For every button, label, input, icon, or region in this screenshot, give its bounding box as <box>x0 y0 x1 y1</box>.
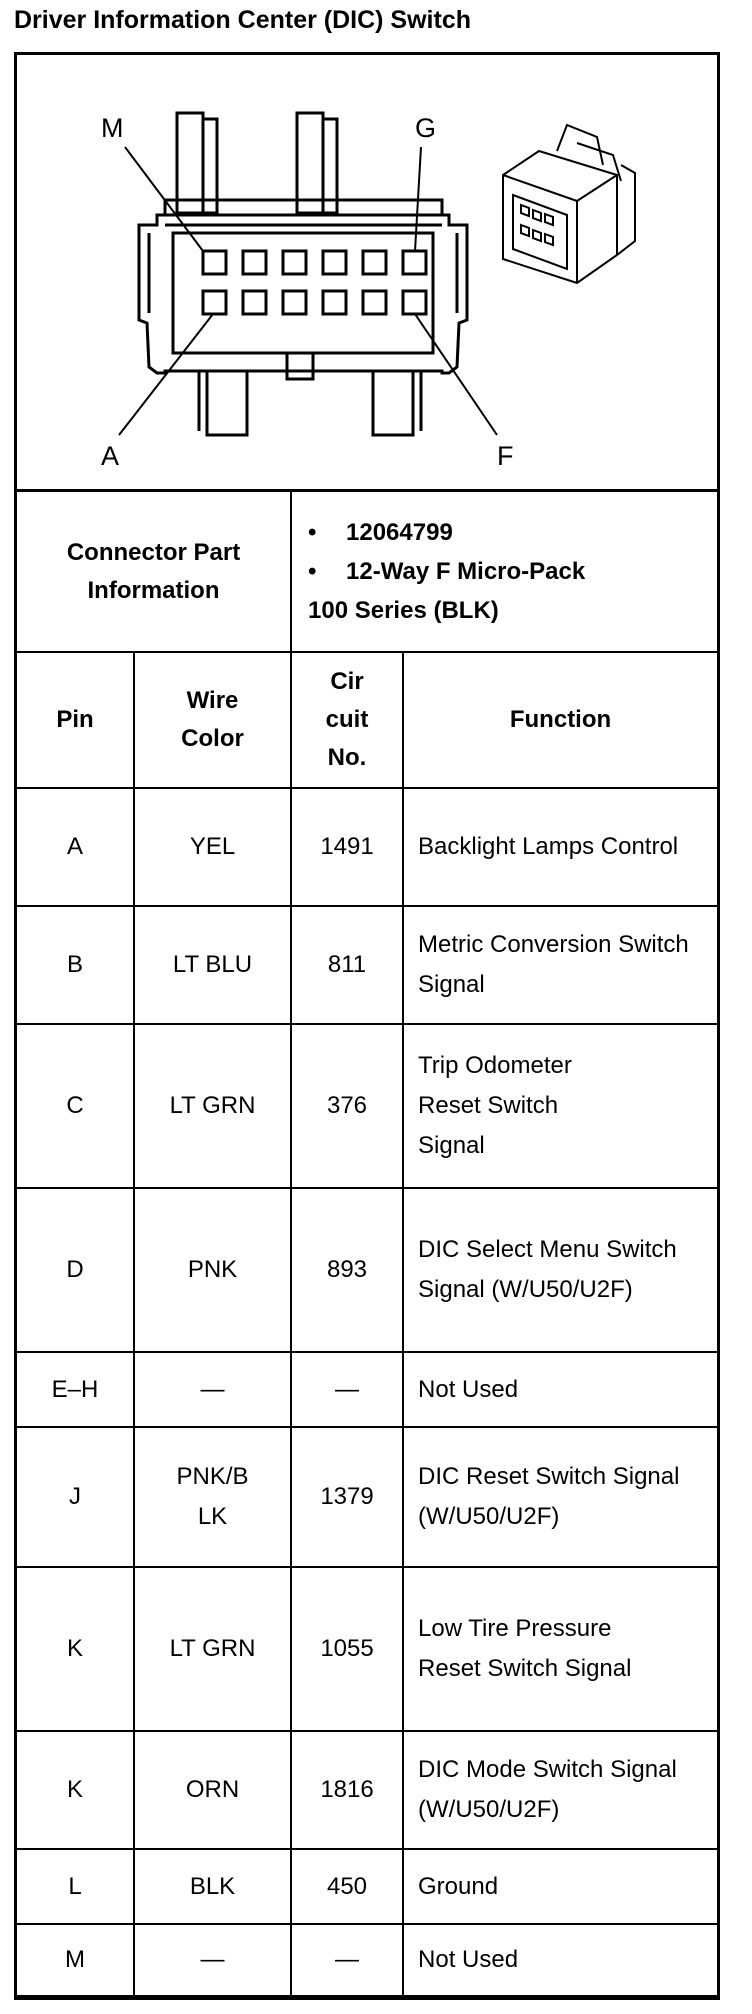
connector-info-values <box>291 492 717 652</box>
connector-info-row <box>17 492 717 652</box>
cell-pin: J <box>17 1427 134 1567</box>
table-row <box>17 1352 717 1427</box>
table-row <box>17 1188 717 1352</box>
cell-function: Trip Odometer Reset Switch Signal <box>403 1024 717 1188</box>
col-header-function: Function <box>403 652 717 788</box>
bullet-icon: • <box>308 558 317 585</box>
table-row <box>17 1924 717 1996</box>
cell-wire-color: — <box>134 1924 291 1996</box>
cell-pin: M <box>17 1924 134 1996</box>
table-row <box>17 1849 717 1924</box>
table-row <box>17 906 717 1024</box>
bullet-icon: • <box>308 519 317 546</box>
cell-wire-color: PNK/B LK <box>134 1427 291 1567</box>
cell-circuit: — <box>291 1924 403 1996</box>
table-row <box>17 1567 717 1731</box>
cell-circuit: 450 <box>291 1849 403 1924</box>
connector-description: 12-Way F Micro-Pack <box>346 558 586 585</box>
table-row <box>17 1024 717 1188</box>
col-header-circuit: Cir cuit No. <box>291 652 403 788</box>
cell-function: DIC Reset Switch Signal (W/U50/U2F) <box>403 1427 717 1567</box>
connector-diagram <box>17 55 717 492</box>
cell-pin: A <box>17 788 134 906</box>
cell-circuit: 1816 <box>291 1731 403 1849</box>
cell-circuit: — <box>291 1352 403 1427</box>
cell-function: DIC Mode Switch Signal (W/U50/U2F) <box>403 1731 717 1849</box>
cell-function: Not Used <box>403 1352 717 1427</box>
pinout-table <box>17 492 717 1997</box>
cell-circuit: 1379 <box>291 1427 403 1567</box>
col-header-wire-color: Wire Color <box>134 652 291 788</box>
cell-pin: E–H <box>17 1352 134 1427</box>
connector-perspective-icon <box>503 125 635 283</box>
cell-wire-color: YEL <box>134 788 291 906</box>
cell-pin: L <box>17 1849 134 1924</box>
cell-pin: D <box>17 1188 134 1352</box>
cell-wire-color: ORN <box>134 1731 291 1849</box>
connector-face-illustration <box>17 55 717 489</box>
cell-wire-color: LT GRN <box>134 1024 291 1188</box>
cell-circuit: 893 <box>291 1188 403 1352</box>
cell-wire-color: — <box>134 1352 291 1427</box>
cell-pin: B <box>17 906 134 1024</box>
cell-pin: C <box>17 1024 134 1188</box>
pin-cavities <box>203 251 426 314</box>
connector-series: 100 Series (BLK) <box>308 597 499 624</box>
cell-wire-color: BLK <box>134 1849 291 1924</box>
cell-circuit: 811 <box>291 906 403 1024</box>
cell-pin: K <box>17 1731 134 1849</box>
connector-sheet <box>14 52 720 2000</box>
pin-label-m: M <box>101 113 124 143</box>
table-row <box>17 1427 717 1567</box>
cell-circuit: 1055 <box>291 1567 403 1731</box>
cell-function: Metric Conversion Switch Signal <box>403 906 717 1024</box>
cell-pin: K <box>17 1567 134 1731</box>
pin-label-g: G <box>415 113 437 143</box>
part-number: 12064799 <box>346 519 453 546</box>
cell-wire-color: PNK <box>134 1188 291 1352</box>
table-row <box>17 1731 717 1849</box>
table-row <box>17 788 717 906</box>
cell-circuit: 1491 <box>291 788 403 906</box>
pin-label-a: A <box>101 441 120 471</box>
cell-wire-color: LT GRN <box>134 1567 291 1731</box>
cell-wire-color: LT BLU <box>134 906 291 1024</box>
connector-info-label: Connector Part Information <box>17 492 291 652</box>
table-header-row <box>17 652 717 788</box>
cell-function: DIC Select Menu Switch Signal (W/U50/U2F) <box>403 1188 717 1352</box>
page-title: Driver Information Center (DIC) Switch <box>14 6 471 34</box>
cell-function: Low Tire Pressure Reset Switch Signal <box>403 1567 717 1731</box>
col-header-pin: Pin <box>17 652 134 788</box>
cell-function: Not Used <box>403 1924 717 1996</box>
cell-circuit: 376 <box>291 1024 403 1188</box>
cell-function: Ground <box>403 1849 717 1924</box>
pin-label-f: F <box>497 441 514 471</box>
cell-function: Backlight Lamps Control <box>403 788 717 906</box>
